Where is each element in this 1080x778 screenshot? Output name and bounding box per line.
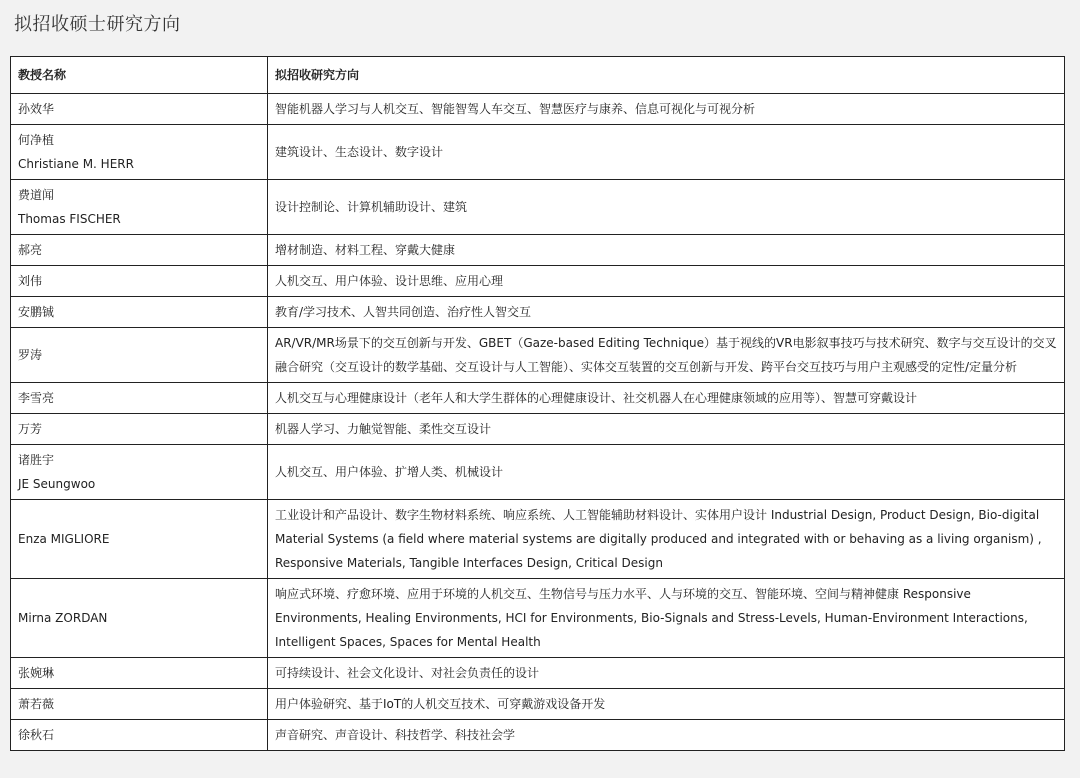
table-row <box>11 180 1065 235</box>
table-row <box>11 328 1065 383</box>
professor-name: 何净植 <box>18 133 55 147</box>
table-row <box>11 579 1065 658</box>
professor-name: 萧若薇 <box>18 697 55 711</box>
professor-name-en: Enza MIGLIORE <box>18 532 110 546</box>
page-title: 拟招收硕士研究方向 <box>14 14 181 35</box>
professor-name: 郝亮 <box>18 243 43 257</box>
professor-name: 孙效华 <box>18 102 55 116</box>
research-direction-cell: AR/VR/MR场景下的交互创新与开发、GBET（Gaze-based Editing Technique）基于视线的VR电影叙事技巧与技术研究、数字与交互设计的交叉融合研究（交互设计的数学基础、交互设计与人工智能）、实体交互装置的交互创新与开发、跨平台交互技巧与用户主观感受的定性/定量分析 <box>268 328 1065 383</box>
professor-name: 诸胜宇 <box>18 453 55 467</box>
research-direction-cell: 机器人学习、力触觉智能、柔性交互设计 <box>268 414 1065 445</box>
professor-name: 徐秋石 <box>18 728 55 742</box>
table-row <box>11 383 1065 414</box>
table-row <box>11 720 1065 751</box>
table-row <box>11 414 1065 445</box>
table-body <box>11 94 1065 751</box>
professor-name-cell <box>11 266 268 297</box>
research-direction-cell: 增材制造、材料工程、穿戴大健康 <box>268 235 1065 266</box>
professor-name: 刘伟 <box>18 274 43 288</box>
column-header-direction: 拟招收研究方向 <box>268 57 1065 94</box>
professor-name-cell <box>11 235 268 266</box>
research-direction-cell: 人机交互、用户体验、设计思维、应用心理 <box>268 266 1065 297</box>
professor-name-cell <box>11 445 268 500</box>
table-header-row <box>11 57 1065 94</box>
table-row <box>11 689 1065 720</box>
research-direction-cell: 工业设计和产品设计、数字生物材料系统、响应系统、人工智能辅助材料设计、实体用户设计 Industrial Design, Product Design, Bio-digital Material Systems (a field where material systems are digitally produced and integrated with or behaving as a living organism) , Responsive Materials, Tangible Interfaces Design, Critical Design <box>268 500 1065 579</box>
professor-name: 张婉琳 <box>18 666 55 680</box>
research-direction-cell: 可持续设计、社会文化设计、对社会负责任的设计 <box>268 658 1065 689</box>
professor-name-en: Christiane M. HERR <box>18 157 134 171</box>
research-direction-cell: 人机交互、用户体验、扩增人类、机械设计 <box>268 445 1065 500</box>
column-header-name: 教授名称 <box>11 57 268 94</box>
table-row <box>11 235 1065 266</box>
professor-name-cell <box>11 658 268 689</box>
table-row <box>11 266 1065 297</box>
professor-name-cell <box>11 297 268 328</box>
research-direction-cell: 智能机器人学习与人机交互、智能智驾人车交互、智慧医疗与康养、信息可视化与可视分析 <box>268 94 1065 125</box>
professor-name-cell <box>11 689 268 720</box>
table-row <box>11 297 1065 328</box>
table-row <box>11 500 1065 579</box>
research-direction-cell: 教育/学习技术、人智共同创造、治疗性人智交互 <box>268 297 1065 328</box>
professor-name-cell <box>11 94 268 125</box>
professor-name-cell <box>11 328 268 383</box>
professor-name-cell <box>11 500 268 579</box>
professor-name-cell <box>11 720 268 751</box>
research-direction-cell: 响应式环境、疗愈环境、应用于环境的人机交互、生物信号与压力水平、人与环境的交互、智能环境、空间与精神健康 Responsive Environments, Healing Environments, HCI for Environments, Bio-Signals and Stress-Levels, Human-Environment Interactions, Intelligent Spaces, Spaces for Mental Health <box>268 579 1065 658</box>
table-row <box>11 94 1065 125</box>
professor-name: 安鹏铖 <box>18 305 55 319</box>
research-direction-cell: 用户体验研究、基于IoT的人机交互技术、可穿戴游戏设备开发 <box>268 689 1065 720</box>
research-direction-cell: 声音研究、声音设计、科技哲学、科技社会学 <box>268 720 1065 751</box>
table-row <box>11 125 1065 180</box>
professor-name-en: Thomas FISCHER <box>18 212 121 226</box>
professor-table <box>10 56 1065 751</box>
research-direction-cell: 建筑设计、生态设计、数字设计 <box>268 125 1065 180</box>
research-direction-cell: 设计控制论、计算机辅助设计、建筑 <box>268 180 1065 235</box>
professor-name-cell <box>11 125 268 180</box>
professor-name-en: JE Seungwoo <box>18 477 96 491</box>
professor-name: 万芳 <box>18 422 43 436</box>
professor-name-cell <box>11 383 268 414</box>
professor-name: 费道闻 <box>18 188 55 202</box>
professor-name-en: Mirna ZORDAN <box>18 611 108 625</box>
professor-name-cell <box>11 414 268 445</box>
professor-name: 罗涛 <box>18 348 43 362</box>
professor-name-cell <box>11 579 268 658</box>
research-direction-cell: 人机交互与心理健康设计（老年人和大学生群体的心理健康设计、社交机器人在心理健康领域的应用等）、智慧可穿戴设计 <box>268 383 1065 414</box>
table-row <box>11 658 1065 689</box>
table-row <box>11 445 1065 500</box>
professor-name-cell <box>11 180 268 235</box>
professor-name: 李雪亮 <box>18 391 55 405</box>
